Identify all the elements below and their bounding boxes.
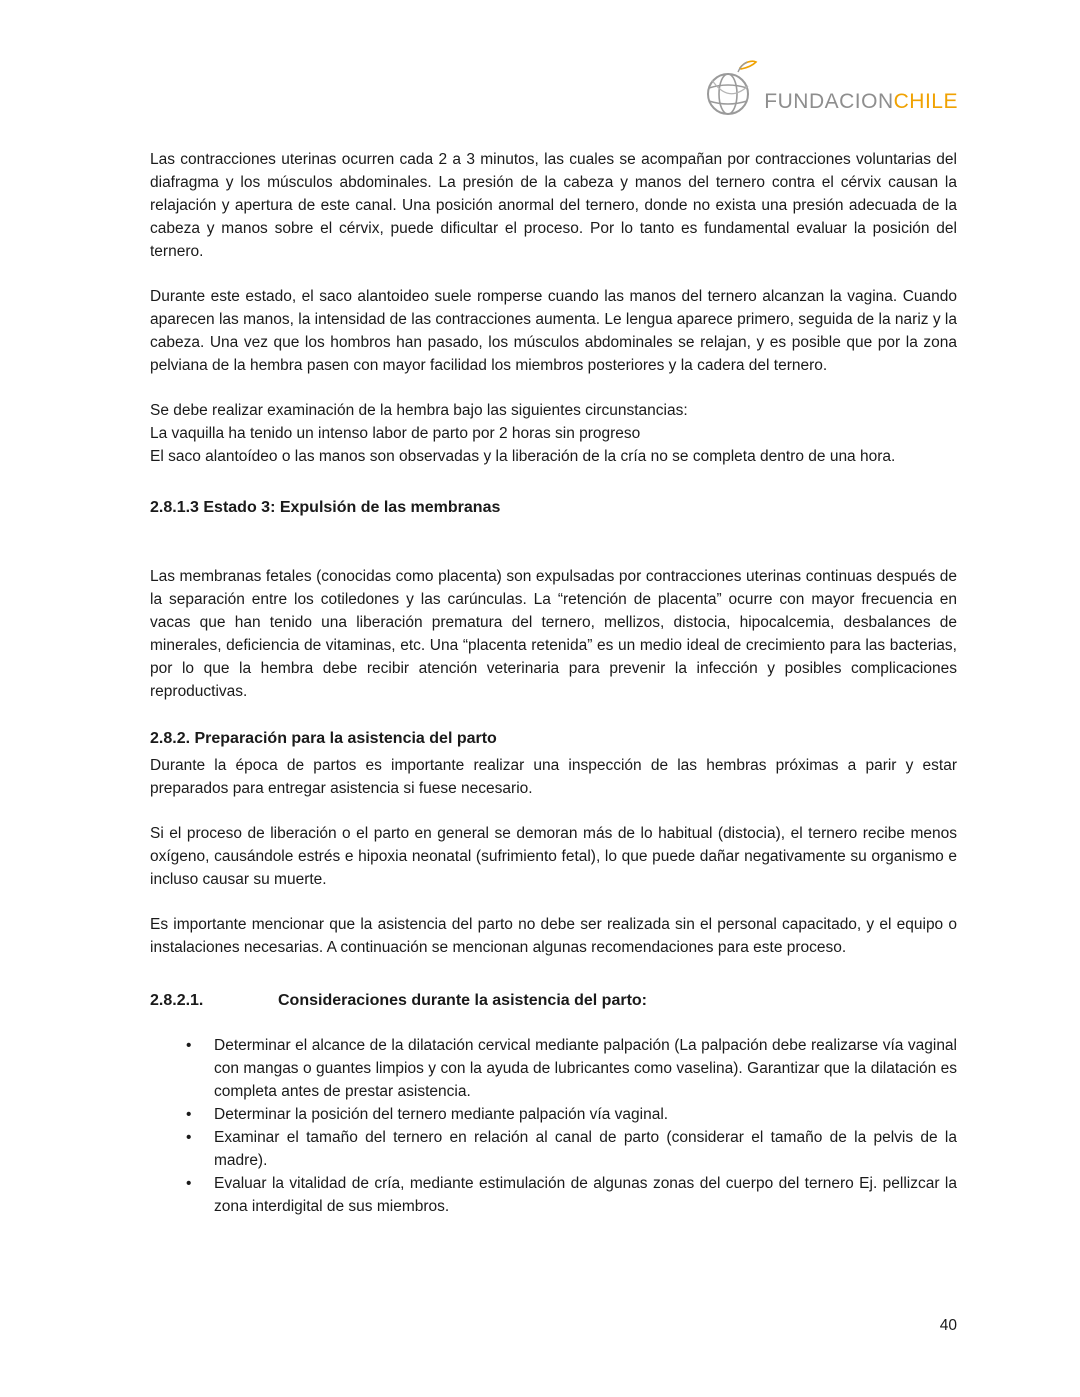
logo-wordmark	[764, 91, 958, 120]
logo-text-chile: CHILE	[893, 90, 958, 113]
heading-preparacion-asistencia: 2.8.2. Preparación para la asistencia del parto	[150, 730, 497, 747]
logo-text-fundacion: FUNDACION	[764, 90, 894, 113]
paragraph-examinacion-group	[150, 399, 957, 468]
consideraciones-bullet-list	[150, 1034, 957, 1218]
examinacion-line-1: Se debe realizar examinación de la hembra bajo las siguientes circunstancias:	[150, 402, 688, 419]
examinacion-line-3: El saco alantoídeo o las manos son observadas y la liberación de la cría no se completa dentro de una hora.	[150, 448, 896, 465]
fundacion-chile-logo	[702, 58, 958, 120]
paragraph-epoca-partos: Durante la época de partos es importante realizar una inspección de las hembras próximas a parir y estar preparados para entregar asistencia si fuese necesario.	[150, 757, 957, 797]
list-item	[150, 1126, 957, 1172]
globe-sketch-icon	[702, 58, 758, 120]
list-item	[150, 1034, 957, 1103]
bullet-icon: •	[186, 1106, 192, 1123]
document-body	[150, 148, 957, 1218]
bullet-text-vitalidad: Evaluar la vitalidad de cría, mediante estimulación de algunas zonas del cuerpo del ternero Ej. pellizcar la zona interdigital de sus miembros.	[214, 1175, 957, 1215]
bullet-text-posicion: Determinar la posición del ternero mediante palpación vía vaginal.	[214, 1106, 669, 1123]
heading-consideraciones-number: 2.8.2.1.	[150, 992, 204, 1009]
paragraph-membranas-fetales: Las membranas fetales (conocidas como placenta) son expulsadas por contracciones uterinas continuas después de la separación entre los cotiledones y las carúnculas. La “retención de placenta” ocurre con mayor frecuencia en vacas que han tenido una liberación prematura del ternero, mellizos, distocia, hipocalcemia, desbalances de minerales, deficiencia de vitaminas, etc. Una “placenta retenida” es un medio ideal de crecimiento para las bacterias, por lo que la hembra debe recibir atención veterinaria para prevenir la infección y posibles complicaciones reproductivas.	[150, 568, 957, 700]
list-item	[150, 1172, 957, 1218]
heading-consideraciones	[150, 989, 957, 1012]
paragraph-contracciones: Las contracciones uterinas ocurren cada 2 a 3 minutos, las cuales se acompañan por contracciones voluntarias del diafragma y los músculos abdominales. La presión de la cabeza y manos del ternero contra el cérvix causan la relajación y apertura de este canal. Una posición anormal del ternero, donde no exista una presión adecuada de la cabeza y manos sobre el cérvix, puede dificultar el proceso. Por lo tanto es fundamental evaluar la posición del ternero.	[150, 151, 957, 260]
page-number: 40	[939, 1317, 957, 1334]
examinacion-line-2: La vaquilla ha tenido un intenso labor de parto por 2 horas sin progreso	[150, 425, 641, 442]
heading-consideraciones-title: Consideraciones durante la asistencia del parto:	[278, 992, 647, 1009]
list-item	[150, 1103, 957, 1126]
bullet-text-dilatacion: Determinar el alcance de la dilatación cervical mediante palpación (La palpación debe realizarse vía vaginal con mangas o guantes limpios y con la ayuda de lubricantes como vaselina). Garantizar que la dilatación es completa antes de prestar asistencia.	[214, 1037, 957, 1100]
paragraph-saco-alantoideo: Durante este estado, el saco alantoideo suele romperse cuando las manos del ternero alcanzan la vagina. Cuando aparecen las manos, la intensidad de las contracciones aumenta. Le lengua aparece primero, seguida de la nariz y la cabeza. Una vez que los hombros han pasado, los músculos abdominales se relajan, y es posible que por la zona pelviana de la hembra pasen con mayor facilidad los miembros posteriores y la cadera del ternero.	[150, 288, 957, 374]
bullet-icon: •	[186, 1129, 192, 1146]
paragraph-distocia-hipoxia: Si el proceso de liberación o el parto en general se demoran más de lo habitual (distocia), el ternero recibe menos oxígeno, causándole estrés e hipoxia neonatal (sufrimiento fetal), lo que puede dañar negativamente su organismo e incluso causar su muerte.	[150, 825, 957, 888]
heading-estado-3-expulsion: 2.8.1.3 Estado 3: Expulsión de las membranas	[150, 499, 501, 516]
bullet-text-tamano: Examinar el tamaño del ternero en relación al canal de parto (considerar el tamaño de la pelvis de la madre).	[214, 1129, 957, 1169]
bullet-icon: •	[186, 1037, 192, 1054]
paragraph-personal-capacitado: Es importante mencionar que la asistencia del parto no debe ser realizada sin el personal capacitado, y el equipo o instalaciones necesarias. A continuación se mencionan algunas recomendaciones para este proceso.	[150, 916, 957, 956]
bullet-icon: •	[186, 1175, 192, 1192]
